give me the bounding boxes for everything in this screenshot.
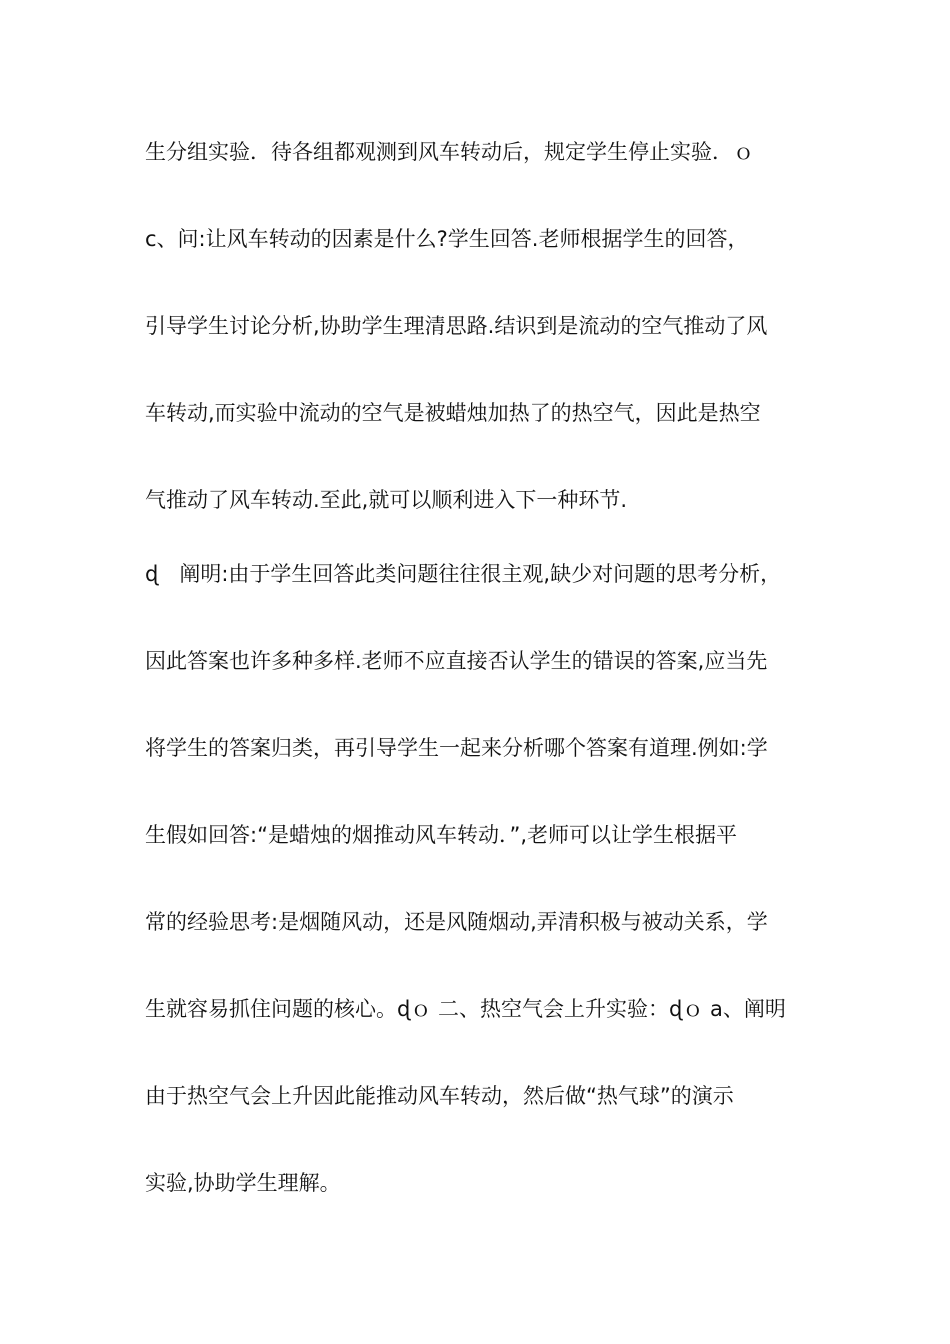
text-line-8: 将学生的答案归类，再引导学生一起来分析哪个答案有道理.例如:学 bbox=[145, 736, 768, 760]
text-line-10: 常的经验思考:是烟随风动，还是风随烟动,弄清积极与被动关系，学 bbox=[145, 910, 768, 934]
text-line-12: 由于热空气会上升因此能推动风车转动，然后做“热气球”的演示 bbox=[145, 1084, 734, 1108]
text-line-5: 气推动了风车转动.至此,就可以顺利进入下一种环节. bbox=[145, 488, 628, 512]
text-line-11: 生就容易抓住问题的核心。ɖｏ 二、热空气会上升实验：ɖｏ a、阐明 bbox=[145, 997, 786, 1021]
text-line-6: ɖ 阐明:由于学生回答此类问题往往很主观,缺少对问题的思考分析， bbox=[145, 562, 782, 586]
text-line-9: 生假如回答:“是蜡烛的烟推动风车转动．”,老师可以让学生根据平 bbox=[145, 823, 738, 847]
text-line-2: c、问:让风车转动的因素是什么?学生回答.老师根据学生的回答， bbox=[145, 227, 749, 251]
text-line-3: 引导学生讨论分析,协助学生理清思路.结识到是流动的空气推动了风 bbox=[145, 314, 768, 338]
text-line-4: 车转动,而实验中流动的空气是被蜡烛加热了的热空气，因此是热空 bbox=[145, 401, 761, 425]
text-line-13: 实验,协助学生理解。 bbox=[145, 1171, 341, 1195]
text-line-1: 生分组实验．待各组都观测到风车转动后，规定学生停止实验．ｏ bbox=[145, 140, 754, 164]
text-line-7: 因此答案也许多种多样.老师不应直接否认学生的错误的答案,应当先 bbox=[145, 649, 768, 673]
